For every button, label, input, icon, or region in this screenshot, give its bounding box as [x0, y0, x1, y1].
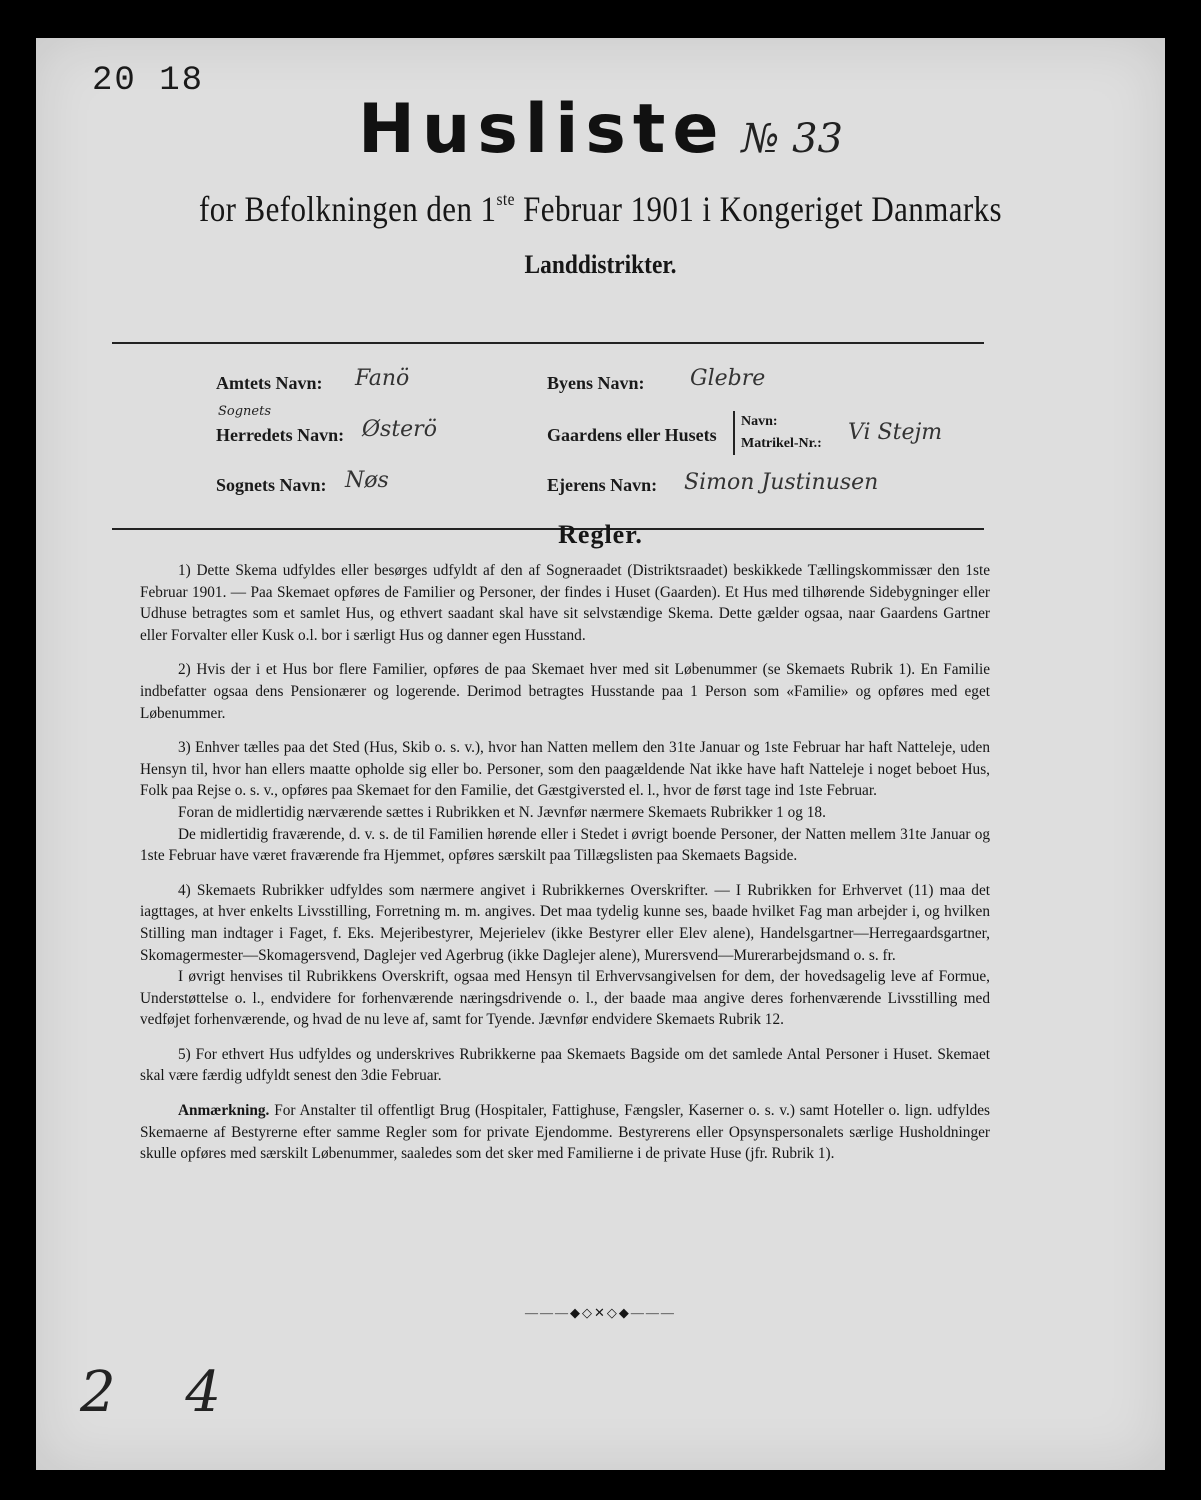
subtitle-pre: for Befolkningen den 1 [198, 189, 497, 229]
ejer-value: Simon Justinusen [684, 470, 879, 495]
ornament-divider: ———◆◇✕◇◆——— [525, 1305, 676, 1320]
gaard-label: Gaardens eller Husets [547, 425, 717, 445]
rule-paragraph: Foran de midlertidig nærværende sættes i Rubrikken et N. Jævnfør nærmere Skemaets Rubrikker 1 og 18. [178, 803, 826, 821]
amt-label: Amtets Navn: [216, 373, 323, 393]
subtitle-sup: ste [496, 189, 515, 209]
gaard-value: Vi Stejm [848, 420, 943, 445]
rule-paragraph: De midlertidig fraværende, d. v. s. de til Familien hørende eller i Stedet i øvrigt boende Personer, der Natten mellem 31te Januar og 1ste Februar have været fraværende fra Hjemmet, opføres særskilt paa Tillægslisten paa Skemaets Bagside. [140, 825, 990, 865]
gaard-matrikel-label: Matrikel-Nr.: [733, 433, 822, 455]
rule-paragraph: 1) Dette Skema udfyldes eller besørges udfyldt af den af Sogneraadet (Distriktsraadet) beskikkede Tællingskommissær den 1ste Februar 1901. — Paa Skemaet opføres de Familier og Personer, der findes i Huset (Gaarden). Et Hus med tilhørende Sidebygninger eller Udhuse betragtes som et samlet Hus, og ethvert saadant skal have sit selvstændige Skema. Dette gælder ogsaa, naar Gaardens Gartner eller Forvalter eller Kusk o.l. bor i særligt Hus og danner egen Husstand. [140, 562, 990, 644]
note-label: Anmærkning. [178, 1102, 270, 1120]
herred-correction: Sognets [218, 404, 272, 419]
by-label: Byens Navn: [547, 373, 645, 393]
rules-heading: Regler. [558, 520, 643, 549]
subtitle [84, 188, 1117, 230]
corner-handwritten-number: 2 4 [80, 1360, 248, 1425]
note-paragraph [140, 1100, 990, 1165]
title-row [0, 90, 1201, 169]
herred-label: Herredets Navn: [216, 425, 345, 445]
ejer-label: Ejerens Navn: [547, 475, 658, 495]
rule-paragraph: 5) For ethvert Hus udfyldes og underskrives Rubrikkerne paa Skemaets Bagside om det samlede Antal Personer i Huset. Skemaet skal være færdig udfyldt senest den 3die Februar. [140, 1045, 990, 1085]
rules-body [140, 560, 990, 1178]
subtitle-post: Februar 1901 i Kongeriget Danmarks [514, 189, 1003, 229]
herred-value: Østerö [362, 417, 437, 442]
sogn-value: Nøs [345, 468, 389, 493]
rule-paragraph: 4) Skemaets Rubrikker udfyldes som nærmere angivet i Rubrikkernes Overskrifter. — I Rubrikken for Erhvervet (11) maa det iagttages, at hver enkelts Livsstilling, Forretning m. m. angives. Det maa tydelig kunne ses, baade hvilket Fag man arbejder i, og hvilken Stilling man indtager i Faget, f. Eks. Mejeribestyrer, Mejerielev (ikke Bestyrer eller Elev alene), Handelsgartner—Herregaardsgartner, Skomagermester—Skomagersvend, Daglejer ved Agerbrug (ikke Daglejer alene), Murersvend—Murerarbejdsmand o. s. fr. [140, 881, 990, 964]
list-number-value: 33 [792, 116, 843, 162]
note-text: For Anstalter til offentligt Brug (Hospitaler, Fattighuse, Fængsler, Kaserner o. s. v.) samt Hoteller o. lign. udfyldes Skemaerne af Bestyrerne efter samme Regler som for private Ejendomme. Bestyrerens eller Opsynspersonalets særlige Husholdninger skulle opføres med særskilt Løbenummer, saaledes som det sker med Familierne i de private Huse (jfr. Rubrik 1). [140, 1102, 990, 1163]
amt-value: Fanö [355, 366, 410, 391]
by-value: Glebre [690, 366, 766, 391]
rule-paragraph: I øvrigt henvises til Rubrikkens Overskrift, ogsaa med Hensyn til Erhvervsangivelsen for dem, der hovedsagelig leve af Formue, Understøttelse o. l., endvidere for forhenværende næringsdrivende o. l., der baade maa angive deres forhenværende Livsstilling med vedføjet forhenværende, og hvad de nu leve af, samt for Tyende. Jævnfør endvidere Skemaets Rubrik 12. [140, 968, 990, 1029]
rule-paragraph: 2) Hvis der i et Hus bor flere Familier, opføres de paa Skemaet hver med sit Løbenummer (se Skemaets Rubrik 1). En Familie indbefatter ogsaa dens Pensionærer og logerende. Derimod betragtes Husstande paa 1 Person som «Familie» og opføres med eget Løbenummer. [140, 661, 990, 722]
list-number [742, 116, 843, 162]
gaard-bracket [733, 411, 822, 455]
form-title: Husliste [358, 90, 726, 169]
top-divider [112, 342, 984, 344]
gaard-navn-label: Navn: [733, 411, 822, 433]
archive-number: 20 18 [92, 62, 205, 100]
sogn-label: Sognets Navn: [216, 475, 327, 495]
subtitle-districts: Landdistrikter. [524, 250, 677, 279]
number-sign: № [741, 116, 780, 162]
rule-paragraph: 3) Enhver tælles paa det Sted (Hus, Skib o. s. v.), hvor han Natten mellem den 31te Januar og 1ste Februar har haft Natteleje, uden Hensyn til, hvor han ellers maatte opholde sig eller bo. Personer, som den paagældende Nat ikke have haft Natteleje i noget beboet Hus, Folk paa Rejse o. s. v., opføres paa Skemaet for den Familie, det Gæstgiversted el. l., hvor de først tage ind 1ste Februar. [140, 739, 990, 800]
